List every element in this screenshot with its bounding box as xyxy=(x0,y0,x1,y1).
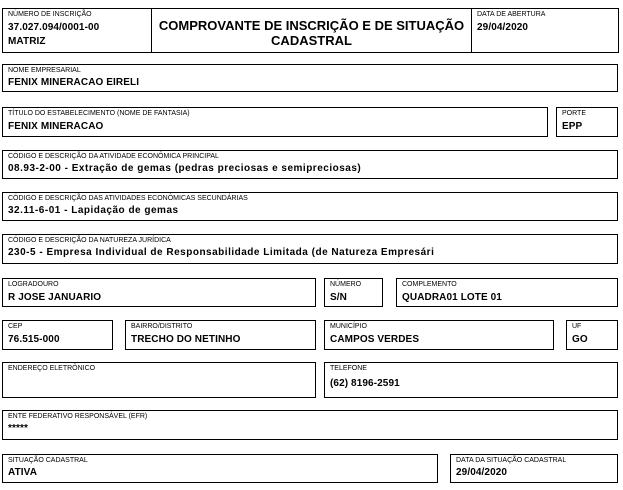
natureza-juridica-value: 230-5 - Empresa Individual de Responsabilidade Limitada (de Natureza Empresári xyxy=(8,247,435,258)
title-box xyxy=(151,8,472,53)
efr-label: ENTE FEDERATIVO RESPONSÁVEL (EFR) xyxy=(8,413,148,420)
abertura-box xyxy=(471,8,619,53)
porte-label: PORTE xyxy=(562,110,586,117)
efr-box xyxy=(2,410,618,440)
abertura-label: DATA DE ABERTURA xyxy=(477,11,546,18)
bairro-box xyxy=(125,320,316,350)
nome-empresarial-label: NOME EMPRESARIAL xyxy=(8,67,81,74)
complemento-value: QUADRA01 LOTE 01 xyxy=(402,292,502,303)
document-title xyxy=(152,18,471,48)
email-box xyxy=(2,362,316,398)
cep-value: 76.515-000 xyxy=(8,334,60,345)
natureza-juridica-box xyxy=(2,234,618,264)
uf-value: GO xyxy=(572,334,588,345)
natureza-juridica-label: CÓDIGO E DESCRIÇÃO DA NATUREZA JURÍDICA xyxy=(8,237,171,244)
atividade-principal-value: 08.93-2-00 - Extração de gemas (pedras preciosas e semipreciosas) xyxy=(8,163,362,174)
inscricao-label: NÚMERO DE INSCRIÇÃO xyxy=(8,11,92,18)
situacao-value: ATIVA xyxy=(8,467,38,478)
nome-empresarial-value: FENIX MINERACAO EIRELI xyxy=(8,77,140,88)
atividades-secundarias-label: CÓDIGO E DESCRIÇÃO DAS ATIVIDADES ECONÔMICAS SECUNDÁRIAS xyxy=(8,195,248,202)
data-situacao-box xyxy=(450,454,618,483)
nome-fantasia-box xyxy=(2,107,548,137)
title-line-2: CADASTRAL xyxy=(271,33,352,48)
municipio-box xyxy=(324,320,554,350)
title-line-1: COMPROVANTE DE INSCRIÇÃO E DE SITUAÇÃO xyxy=(158,18,465,33)
nome-fantasia-label: TÍTULO DO ESTABELECIMENTO (NOME DE FANTASIA) xyxy=(8,110,190,117)
complemento-label: COMPLEMENTO xyxy=(402,281,457,288)
porte-box xyxy=(556,107,618,137)
atividade-principal-box xyxy=(2,150,618,179)
municipio-label: MUNICÍPIO xyxy=(330,323,367,330)
complemento-box xyxy=(396,278,618,307)
bairro-value: TRECHO DO NETINHO xyxy=(131,334,241,345)
inscricao-tipo: MATRIZ xyxy=(8,36,46,47)
uf-box xyxy=(566,320,618,350)
numero-box xyxy=(324,278,383,307)
nome-fantasia-value: FENIX MINERACAO xyxy=(8,121,104,132)
situacao-label: SITUAÇÃO CADASTRAL xyxy=(8,457,88,464)
inscricao-box xyxy=(2,8,152,53)
abertura-value: 29/04/2020 xyxy=(477,22,529,33)
telefone-label: TELEFONE xyxy=(330,365,367,372)
logradouro-value: R JOSE JANUARIO xyxy=(8,292,102,303)
municipio-value: CAMPOS VERDES xyxy=(330,334,420,345)
nome-empresarial-box xyxy=(2,64,618,92)
cep-box xyxy=(2,320,113,350)
situacao-box xyxy=(2,454,438,483)
porte-value: EPP xyxy=(562,121,583,132)
email-label: ENDEREÇO ELETRÔNICO xyxy=(8,365,96,372)
atividade-principal-label: CÓDIGO E DESCRIÇÃO DA ATIVIDADE ECONÔMICA PRINCIPAL xyxy=(8,153,219,160)
telefone-box xyxy=(324,362,618,398)
inscricao-value: 37.027.094/0001-00 xyxy=(8,22,100,33)
atividades-secundarias-box xyxy=(2,192,618,221)
logradouro-box xyxy=(2,278,316,307)
data-situacao-label: DATA DA SITUAÇÃO CADASTRAL xyxy=(456,457,567,464)
bairro-label: BAIRRO/DISTRITO xyxy=(131,323,193,330)
telefone-value: (62) 8196-2591 xyxy=(330,378,400,389)
numero-label: NÚMERO xyxy=(330,281,362,288)
cep-label: CEP xyxy=(8,323,23,330)
atividades-secundarias-value: 32.11-6-01 - Lapidação de gemas xyxy=(8,205,179,216)
data-situacao-value: 29/04/2020 xyxy=(456,467,508,478)
logradouro-label: LOGRADOURO xyxy=(8,281,59,288)
numero-value: S/N xyxy=(330,292,347,303)
efr-value: ***** xyxy=(8,423,28,434)
uf-label: UF xyxy=(572,323,582,330)
